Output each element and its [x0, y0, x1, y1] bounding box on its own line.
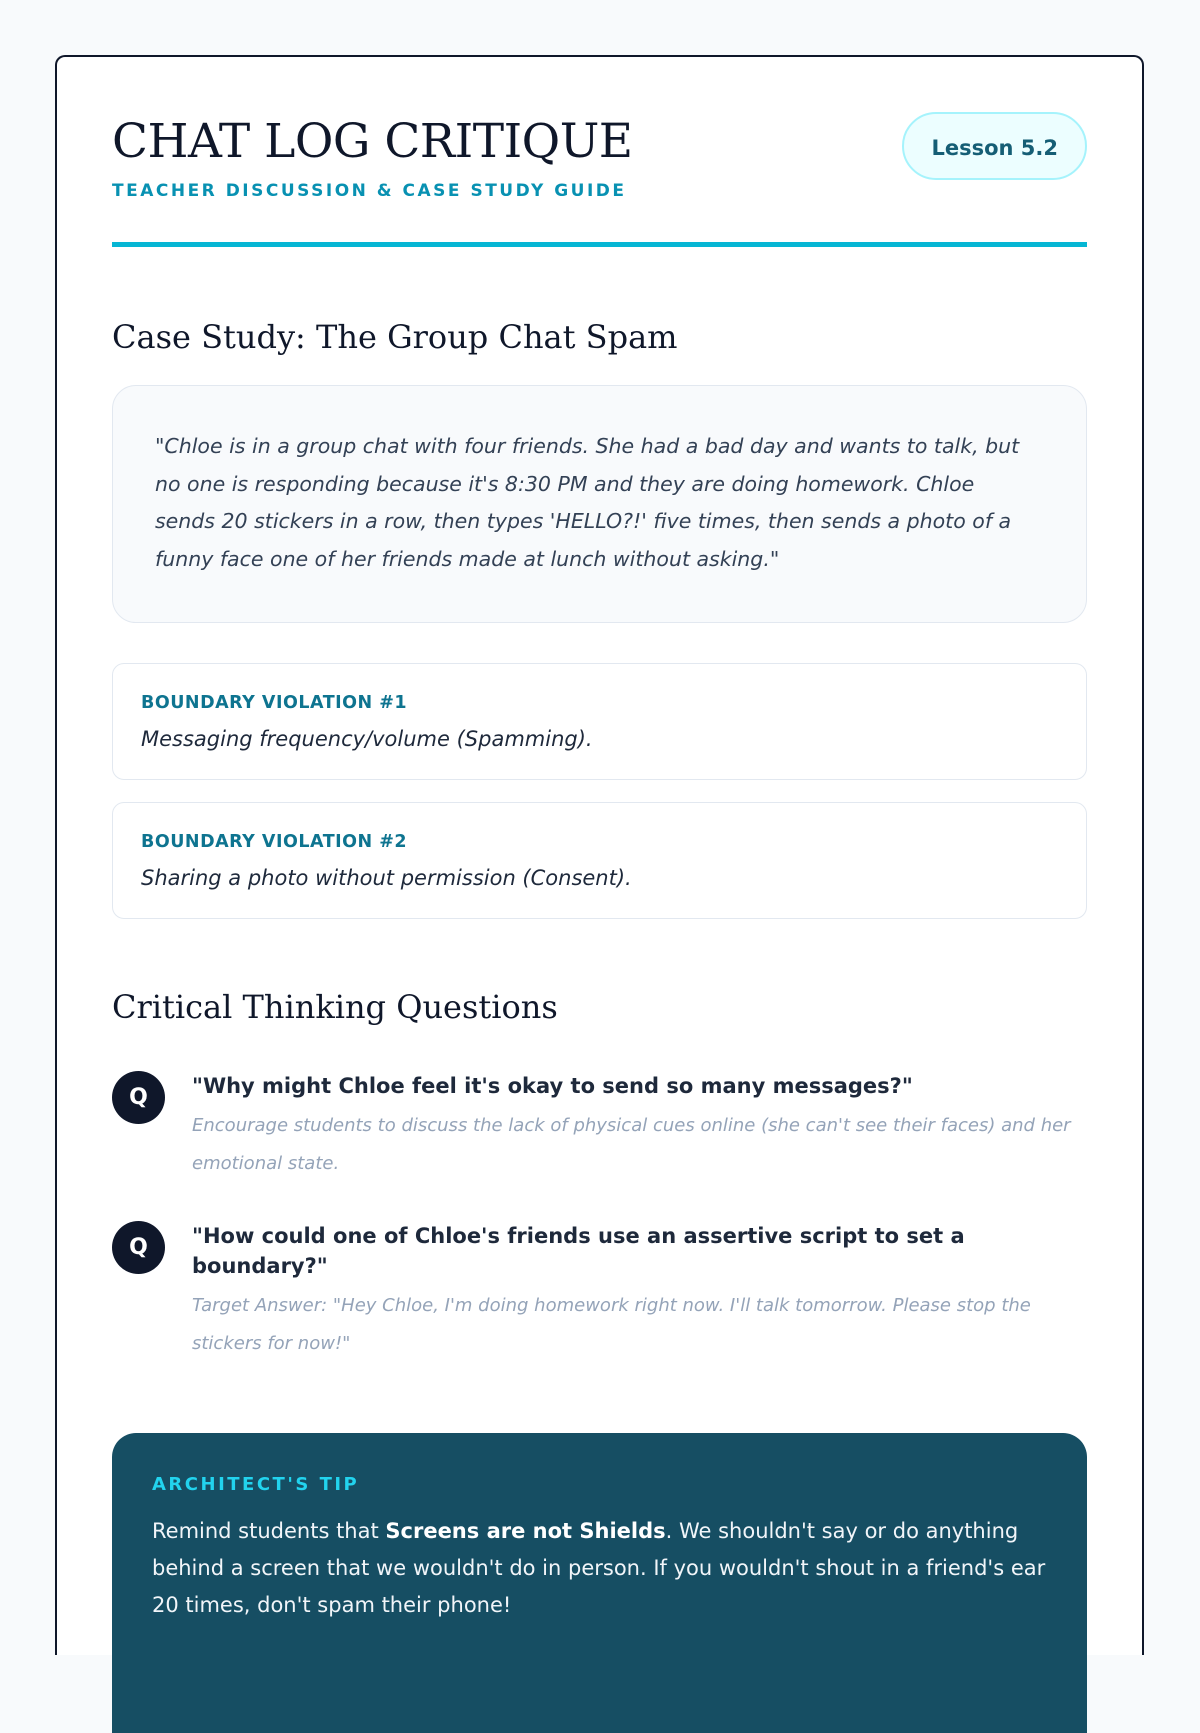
violation-text: Messaging frequency/volume (Spamming).: [141, 727, 593, 751]
architects-tip: [112, 1433, 1087, 1733]
page-subtitle: TEACHER DISCUSSION & CASE STUDY GUIDE: [112, 181, 627, 201]
tip-text-emphasis: Screens are not Shields: [385, 1519, 666, 1543]
tip-text: [152, 1513, 1047, 1624]
guide-page: [55, 55, 1144, 1655]
violation-card-1: [112, 663, 1087, 780]
question-note: Target Answer: "Hey Chloe, I'm doing homework right now. I'll talk tomorrow. Please stop the stickers for now!": [192, 1295, 1031, 1354]
page-header: [112, 115, 1087, 247]
question-item-2: [112, 1221, 1087, 1363]
tip-text-before: Remind students that: [152, 1519, 386, 1543]
question-badge: Q: [112, 1071, 165, 1124]
question-text: "How could one of Chloe's friends use an assertive script to set a boundary?": [192, 1224, 965, 1278]
violation-card-2: [112, 802, 1087, 919]
question-item-1: [112, 1071, 1087, 1183]
question-badge: Q: [112, 1221, 165, 1274]
questions-title: Critical Thinking Questions: [112, 988, 558, 1026]
question-note: Encourage students to discuss the lack of physical cues online (she can't see their faces) and her emotional state.: [192, 1115, 1071, 1174]
case-study-scenario: "Chloe is in a group chat with four friends. She had a bad day and wants to talk, but no one is responding because it's 8:30 PM and they are doing homework. Chloe sends 20 stickers in a row, then types 'HELLO?!' five times, then sends a photo of a funny face one of her friends made at lunch without asking.": [112, 385, 1087, 623]
lesson-badge: Lesson 5.2: [902, 112, 1087, 180]
tip-label: ARCHITECT'S TIP: [152, 1474, 360, 1495]
case-study-title: Case Study: The Group Chat Spam: [112, 318, 678, 356]
page-title: CHAT LOG CRITIQUE: [112, 114, 633, 169]
violation-text: Sharing a photo without permission (Consent).: [141, 866, 632, 890]
question-text: "Why might Chloe feel it's okay to send so many messages?": [192, 1074, 913, 1098]
tip-text-after: . We shouldn't say or do anything behind a screen that we wouldn't do in person. If you wouldn't shout in a friend's ear 20 times, don't spam their phone!: [152, 1519, 1046, 1617]
violation-label: BOUNDARY VIOLATION #1: [141, 693, 408, 713]
violation-label: BOUNDARY VIOLATION #2: [141, 832, 408, 852]
